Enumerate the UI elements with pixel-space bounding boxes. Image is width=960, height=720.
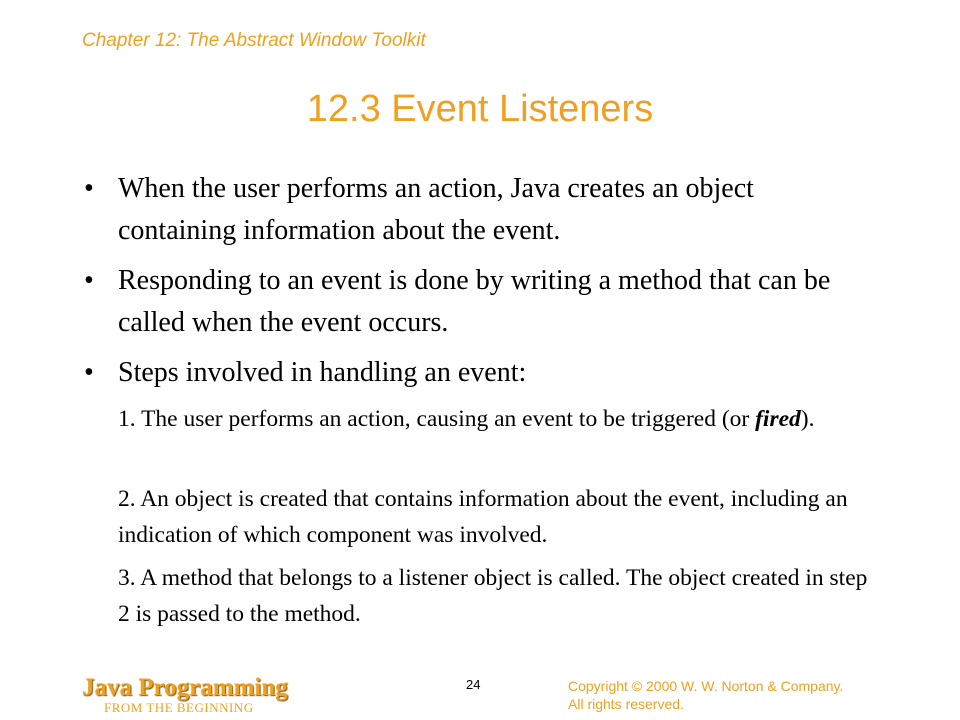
bullet-text: When the user performs an action, Java creates an object containing information about the event.: [118, 173, 754, 246]
bullet-marker: •: [84, 265, 94, 296]
logo-title: Java Programming: [82, 674, 288, 701]
copyright-line: Copyright © 2000 W. W. Norton & Company.: [568, 678, 844, 694]
page-number: 24: [466, 677, 481, 692]
step-text: 2. An object is created that contains information about the event, including an indication of which component was involved.: [118, 486, 848, 548]
bullet-item: [84, 260, 864, 344]
bullet-text: Steps involved in handling an event:: [118, 357, 527, 388]
step-text: 1. The user performs an action, causing an event to be triggered (or: [118, 406, 756, 432]
copyright-line: All rights reserved.: [568, 696, 684, 712]
bullet-marker: •: [84, 357, 94, 388]
bullet-text: Responding to an event is done by writing a method that can be called when the event occurs.: [118, 265, 831, 338]
book-logo: [82, 674, 288, 716]
step-item: [118, 401, 878, 437]
logo-subtitle: FROM THE BEGINNING: [104, 700, 254, 715]
slide-title: 12.3 Event Listeners: [306, 88, 654, 130]
bullet-marker: •: [84, 173, 94, 204]
chapter-header: Chapter 12: The Abstract Window Toolkit: [82, 30, 426, 51]
step-text: 3. A method that belongs to a listener object is called. The object created in step 2 is passed to the method.: [118, 565, 868, 627]
step-text-end: ).: [800, 406, 815, 432]
copyright-notice: [568, 677, 843, 713]
step-item: [118, 481, 878, 553]
bullet-item: [84, 352, 864, 394]
step-item: [118, 560, 878, 632]
bullet-item: [84, 168, 864, 252]
step-emphasis: fired: [755, 406, 801, 432]
